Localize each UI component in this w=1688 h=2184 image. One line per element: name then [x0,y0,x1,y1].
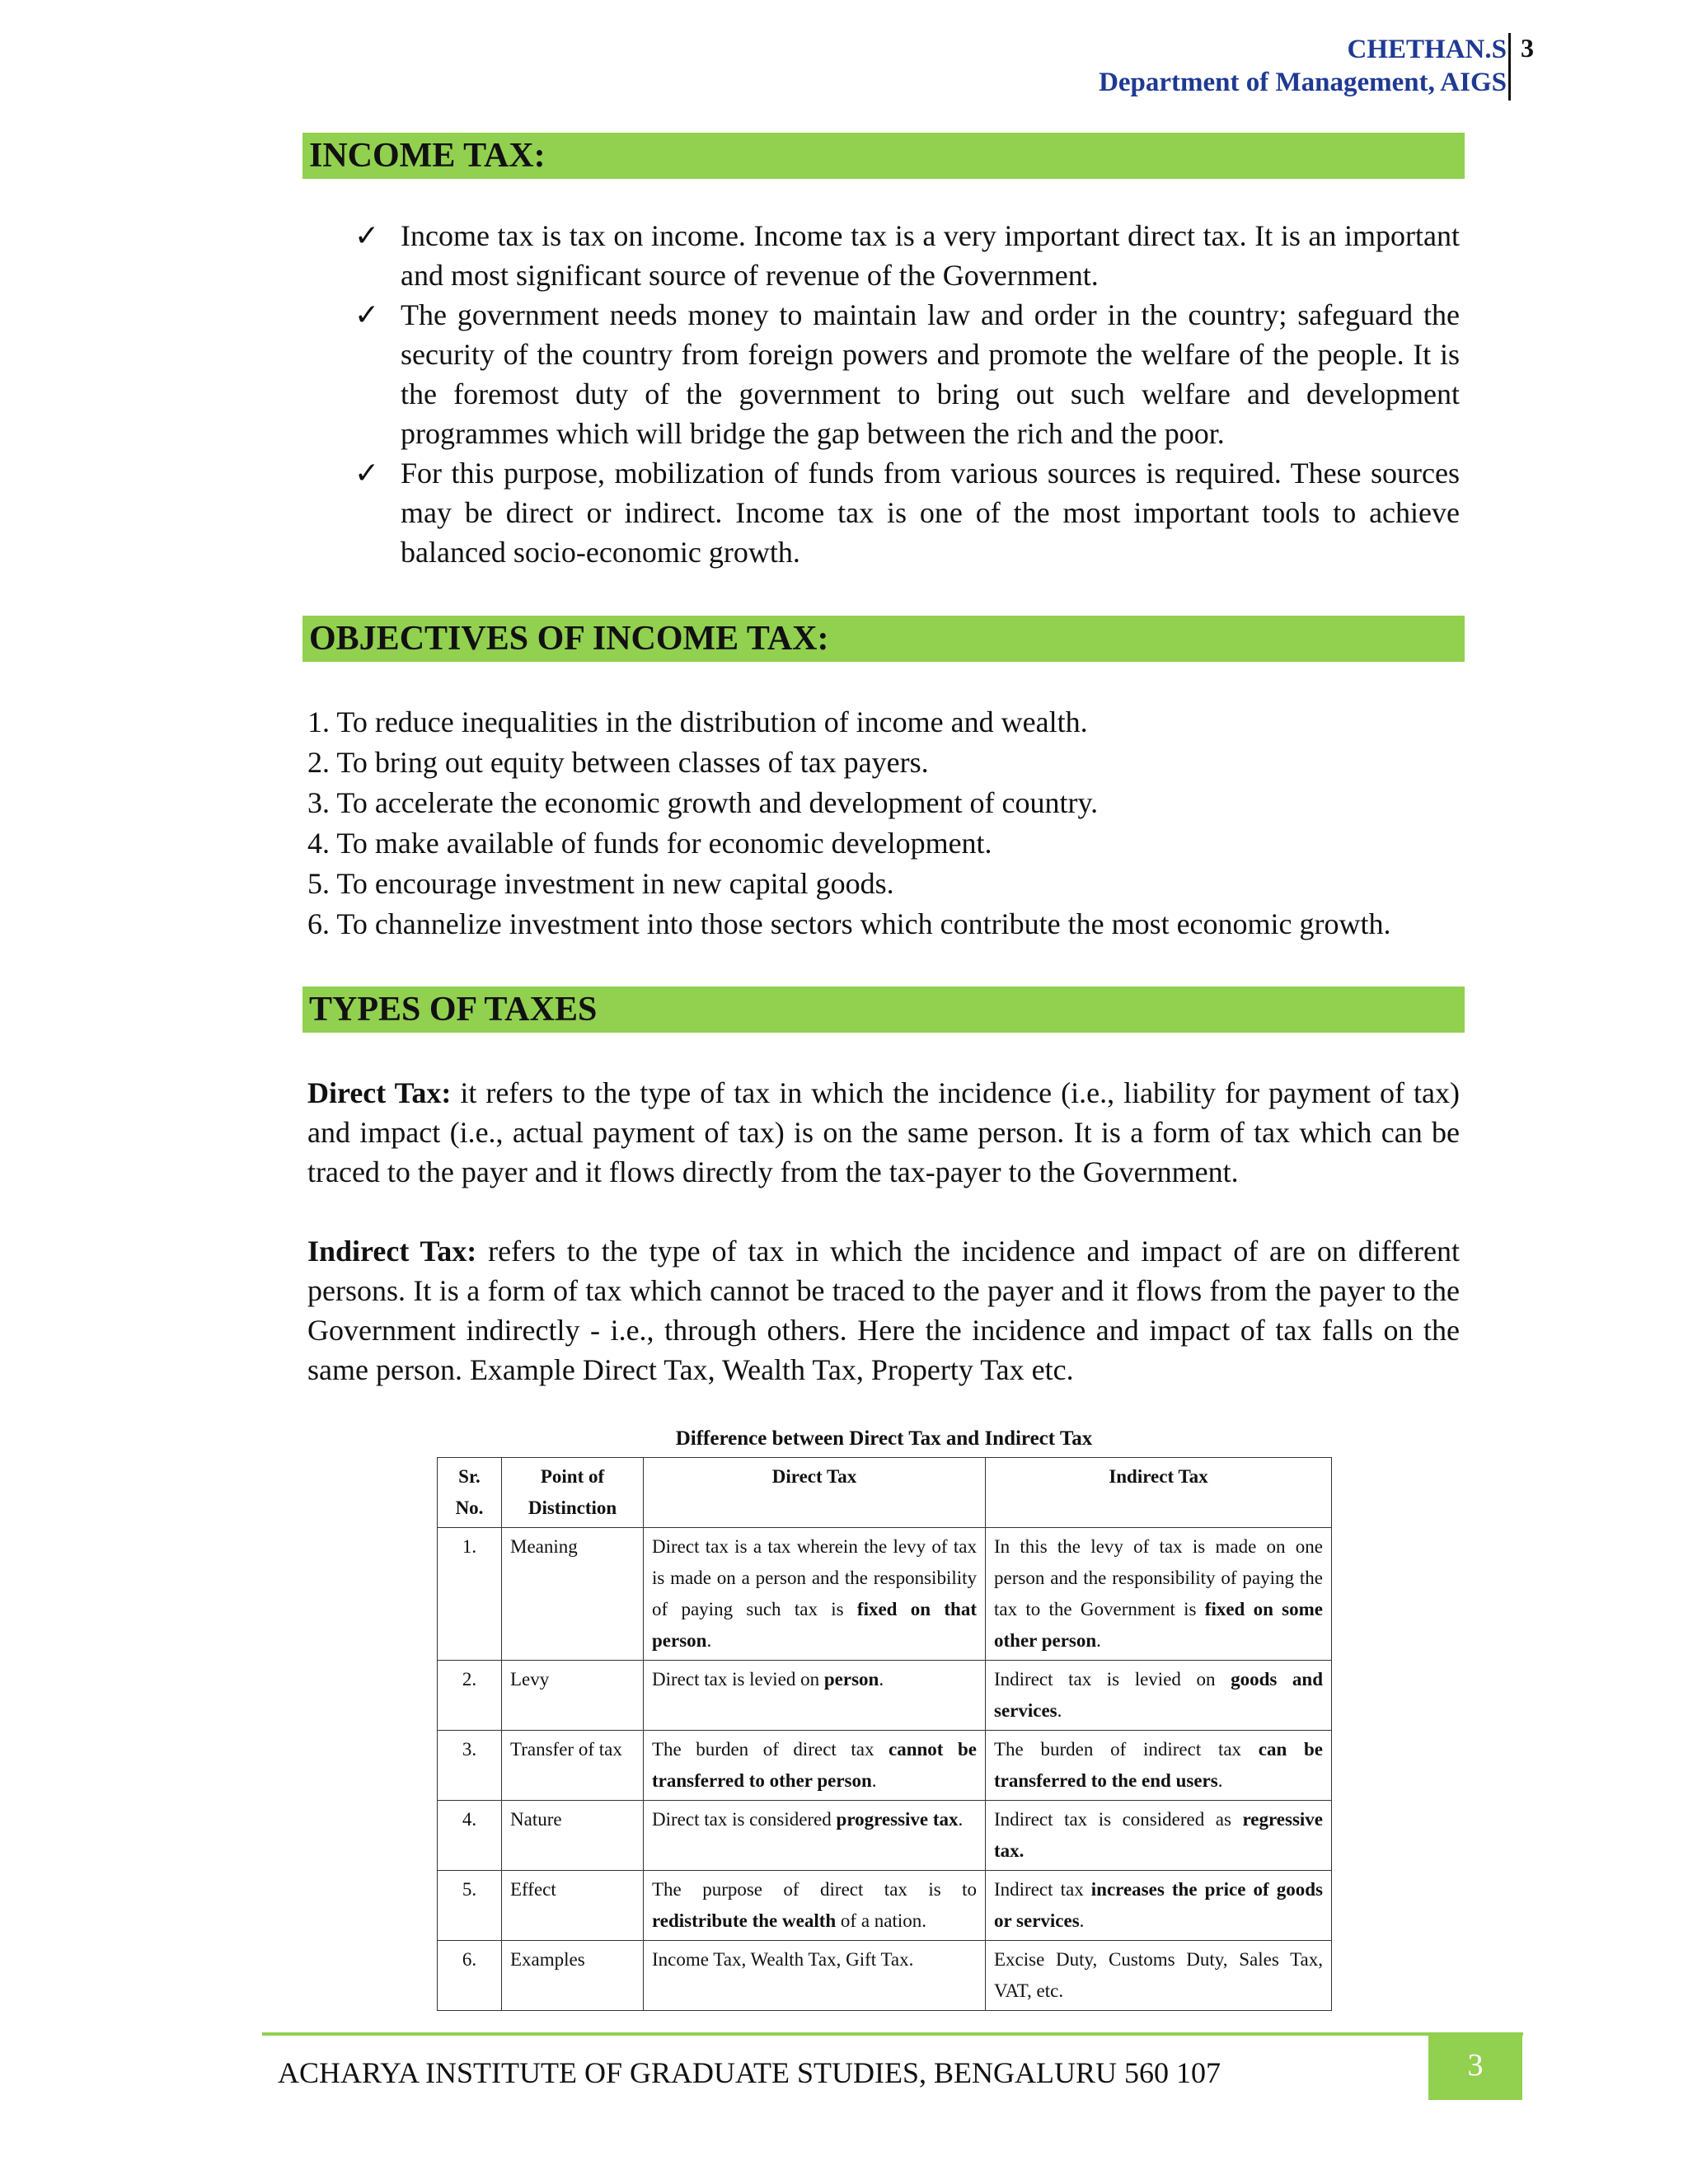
table-header-row [438,1458,1332,1528]
header-sr-no: Sr. No. [438,1458,502,1528]
cell-point: Nature [502,1801,644,1871]
bullet-item: ✓ The government needs money to maintain law and order in the country; safeguard the security of the country from foreign powers and promote the welfare of the people. It is the foremost duty of the government to bring out such welfare and development programmes which will bridge the gap between the rich and the poor. [354,295,1460,453]
cell-direct-tax: Income Tax, Wealth Tax, Gift Tax. [644,1941,986,2011]
checkmark-icon: ✓ [354,457,380,490]
cell-point: Transfer of tax [502,1731,644,1801]
table-row [438,1871,1332,1941]
header-direct-tax: Direct Tax [644,1458,986,1528]
list-item: 5. To encourage investment in new capital goods. [307,867,894,900]
cell-sr-no: 5. [438,1871,502,1941]
checkmark-icon: ✓ [354,298,380,331]
table-row [438,1801,1332,1871]
bullet-item: ✓ For this purpose, mobilization of funds from various sources is required. These sources may be direct or indirect. Income tax is one of the most important tools to achieve balanced socio-economic growth. [354,453,1460,572]
cell-sr-no: 4. [438,1801,502,1871]
footer-institute: ACHARYA INSTITUTE OF GRADUATE STUDIES, BENGALURU 560 107 [278,2056,1221,2089]
indirect-tax-label: Indirect Tax: [307,1235,477,1268]
list-item: 4. To make available of funds for economic development. [307,827,992,860]
table-row [438,1528,1332,1661]
cell-direct-tax: Direct tax is levied on person. [644,1661,986,1731]
cell-sr-no: 3. [438,1731,502,1801]
comparison-table-figure [437,1427,1331,2011]
cell-indirect-tax: The burden of indirect tax can be transferred to the end users. [986,1731,1332,1801]
section-heading-income-tax: INCOME TAX: [302,133,1465,179]
income-tax-bullets [354,216,1460,572]
comparison-table [437,1457,1332,2011]
footer-page-number: 3 [1428,2034,1522,2100]
cell-point: Meaning [502,1528,644,1661]
footer-divider [262,2032,1523,2036]
cell-direct-tax: Direct tax is considered progressive tax. [644,1801,986,1871]
cell-indirect-tax: Excise Duty, Customs Duty, Sales Tax, VAT, etc. [986,1941,1332,2011]
cell-indirect-tax: In this the levy of tax is made on one person and the responsibility of paying the tax to the Government is fixed on some other person. [986,1528,1332,1661]
section-heading-objectives: OBJECTIVES OF INCOME TAX: [302,616,1465,662]
department-name: Department of Management, AIGS [1099,68,1507,97]
header-point-of-distinction: Point of Distinction [502,1458,644,1528]
indirect-tax-paragraph: Indirect Tax: refers to the type of tax in which the incidence and impact of are on different persons. It is a form of tax which cannot be traced to the payer and it flows from the payer to the Government indirectly - i.e., through others. Here the incidence and impact of tax falls on the same person. Example Direct Tax, Wealth Tax, Property Tax etc. [307,1235,1460,1386]
table-row [438,1661,1332,1731]
table-title: Difference between Direct Tax and Indirect Tax [675,1427,1093,1450]
list-item: 1. To reduce inequalities in the distribution of income and wealth. [307,705,1088,738]
header-indirect-tax: Indirect Tax [986,1458,1332,1528]
author-name: CHETHAN.S [1347,35,1507,64]
cell-direct-tax: The burden of direct tax cannot be transferred to other person. [644,1731,986,1801]
cell-sr-no: 2. [438,1661,502,1731]
cell-sr-no: 1. [438,1528,502,1661]
checkmark-icon: ✓ [354,219,380,252]
bullet-item: ✓ Income tax is tax on income. Income tax is a very important direct tax. It is an important and most significant source of revenue of the Government. [354,216,1460,295]
direct-tax-label: Direct Tax: [307,1076,452,1109]
cell-direct-tax: Direct tax is a tax wherein the levy of tax is made on a person and the responsibility of paying such tax is fixed on that person. [644,1528,986,1661]
header-page-number: 3 [1521,33,1534,63]
objectives-list [307,702,1391,944]
list-item: 6. To channelize investment into those sectors which contribute the most economic growth. [307,907,1391,940]
table-row [438,1731,1332,1801]
section-heading-types: TYPES OF TAXES [302,987,1465,1033]
cell-sr-no: 6. [438,1941,502,2011]
table-row [438,1941,1332,2011]
cell-point: Examples [502,1941,644,2011]
page-header [1099,33,1507,99]
list-item: 2. To bring out equity between classes of tax payers. [307,746,929,779]
header-divider [1508,33,1511,101]
cell-indirect-tax: Indirect tax is considered as regressive tax. [986,1801,1332,1871]
cell-point: Levy [502,1661,644,1731]
cell-indirect-tax: Indirect tax increases the price of goods or services. [986,1871,1332,1941]
list-item: 3. To accelerate the economic growth and development of country. [307,786,1099,819]
direct-tax-paragraph: Direct Tax: it refers to the type of tax in which the incidence (i.e., liability for payment of tax) and impact (i.e., actual payment of tax) is on the same person. It is a form of tax which can be traced to the payer and it flows directly from the tax-payer to the Government. [307,1076,1460,1188]
cell-indirect-tax: Indirect tax is levied on goods and services. [986,1661,1332,1731]
cell-direct-tax: The purpose of direct tax is to redistribute the wealth of a nation. [644,1871,986,1941]
cell-point: Effect [502,1871,644,1941]
